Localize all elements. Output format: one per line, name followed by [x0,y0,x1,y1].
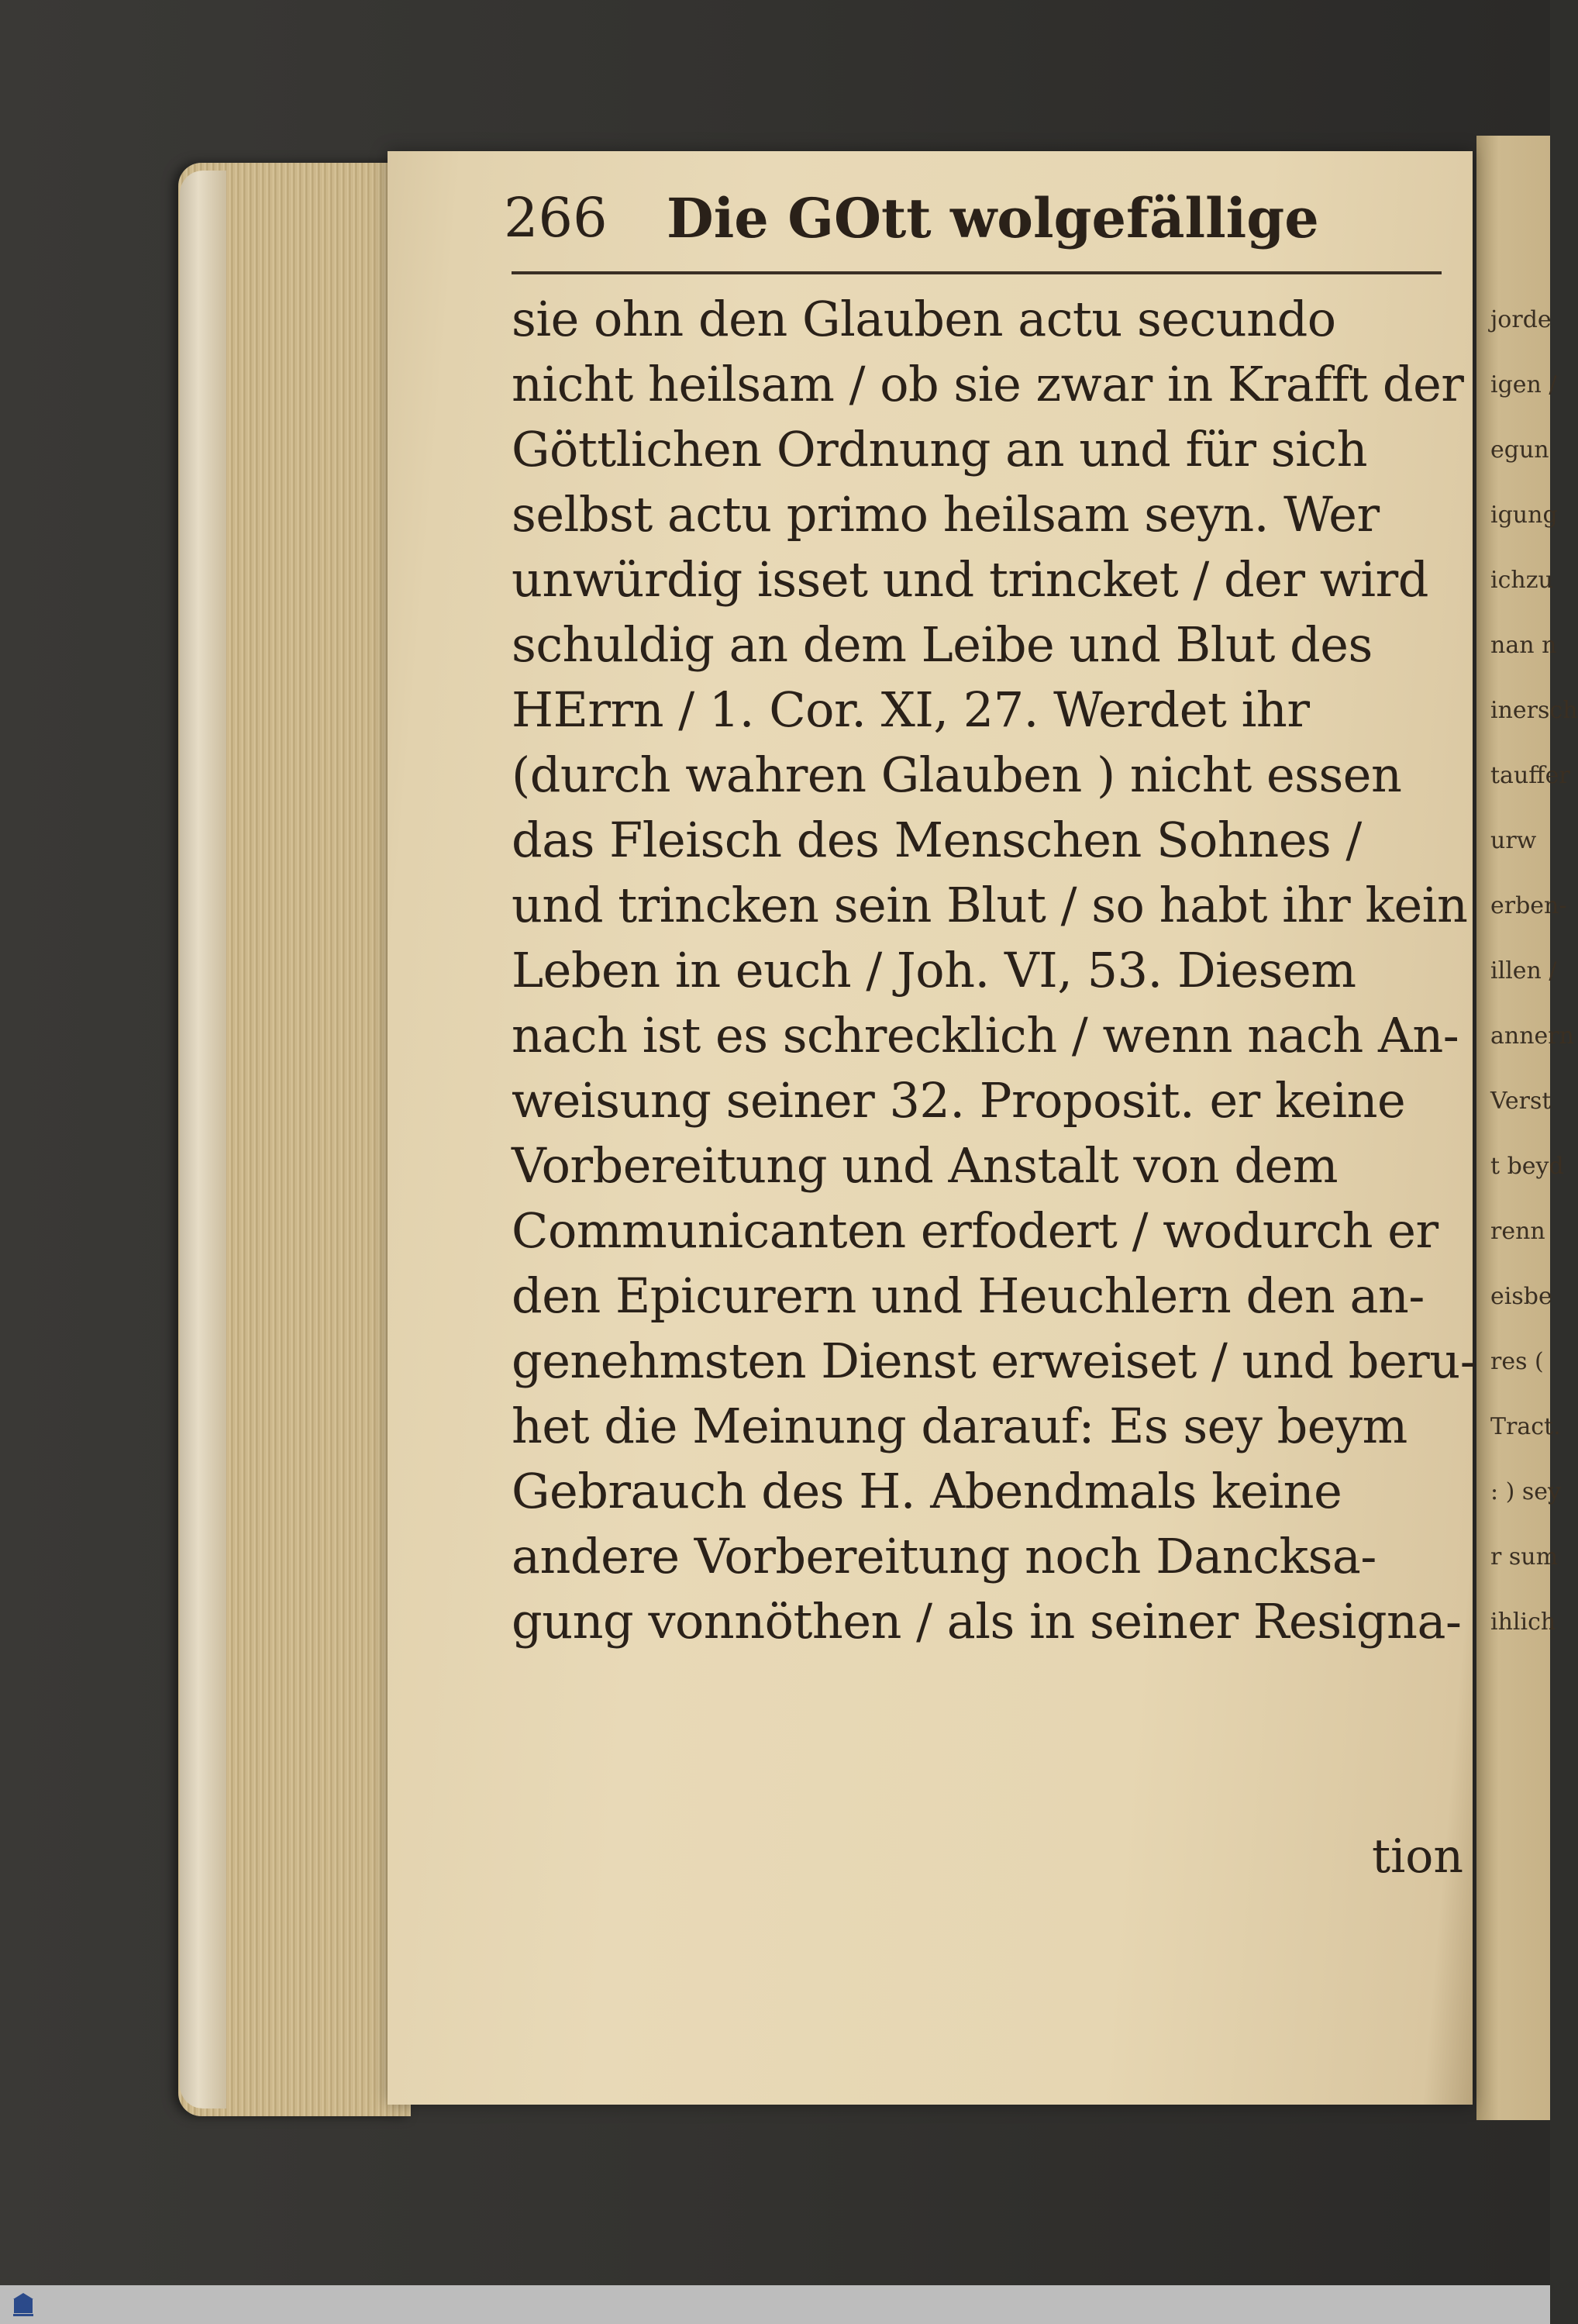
facing-page-fragment: ihlich [1490,1609,1556,1636]
facing-page-fragment: : ) sey [1490,1478,1561,1505]
text-line: Leben in euch / Joh. VI, 53. Diesem [512,942,1356,998]
viewer-footer-bar [0,2285,1550,2324]
text-line: nach ist es schrecklich / wenn nach An- [512,1007,1459,1064]
page-number: 266 [504,186,608,250]
facing-page-fragment: t beyd [1490,1153,1564,1180]
text-line: selbst actu primo heilsam seyn. Wer [512,486,1380,543]
facing-page-fragment: igen / [1490,371,1557,398]
facing-page-fragment: annern [1490,1022,1574,1050]
text-line: andere Vorbereitung noch Dancksa- [512,1528,1376,1584]
text-line: nicht heilsam / ob sie zwar in Krafft der [512,356,1464,412]
facing-page-fragment: urw [1490,827,1537,854]
text-line: unwürdig isset und trincket / der wird [512,551,1428,608]
text-line: und trincken sein Blut / so habt ihr kein [512,877,1468,933]
text-line: Communicanten erfodert / wodurch er [512,1202,1438,1259]
text-line: Vorbereitung und Anstalt von dem [512,1137,1339,1194]
catchword: tion [1372,1829,1464,1884]
text-line: Göttlichen Ordnung an und für sich [512,421,1368,478]
facing-page-fragment: res ( [1490,1348,1544,1375]
facing-page-fragment: igung [1490,502,1558,529]
facing-page-fragment: nan n [1490,632,1557,659]
text-line: schuldig an dem Leibe und Blut des [512,616,1373,673]
facing-page-fragment: r sum [1490,1543,1559,1571]
facing-page [1476,136,1578,2120]
facing-page-fragment: eisbe [1490,1283,1552,1310]
facing-page-fragment: Tract. [1490,1413,1561,1440]
text-line: Gebrauch des H. Abendmals keine [512,1463,1342,1519]
body-text [512,287,1476,1654]
facing-page-fragment: renn [1490,1218,1545,1245]
facing-page-fragment: tauffer [1490,762,1570,789]
text-line: (durch wahren Glauben ) nicht essen [512,747,1402,803]
page-header [504,186,1449,271]
text-line: das Fleisch des Menschen Sohnes / [512,812,1362,868]
text-line: het die Meinung darauf: Es sey beym [512,1398,1407,1454]
text-line: den Epicurern und Heuchlern den an- [512,1267,1425,1324]
text-line: sie ohn den Glauben actu secundo [512,291,1336,347]
book-binding [180,171,226,2108]
header-rule [512,271,1442,274]
running-title: Die GOtt wolgefällige [667,186,1319,250]
facing-page-fragment: illen / [1490,957,1557,984]
library-logo-icon [8,2289,39,2320]
facing-page-fragment: jorde [1490,306,1552,333]
text-line: gung vonnöthen / als in seiner Resigna- [512,1593,1462,1650]
facing-page-fragment: ichzu [1490,567,1553,594]
text-line: genehmsten Dienst erweiset / und beru- [512,1333,1476,1389]
facing-page-fragment: erben- [1490,892,1567,919]
text-line: weisung seiner 32. Proposit. er keine [512,1072,1406,1129]
text-line: HErrn / 1. Cor. XI, 27. Werdet ihr [512,681,1310,738]
facing-page-fragment: inersch [1490,697,1578,724]
facing-page-fragment: egun [1490,436,1549,464]
facing-page-fragment: Verst [1490,1088,1552,1115]
